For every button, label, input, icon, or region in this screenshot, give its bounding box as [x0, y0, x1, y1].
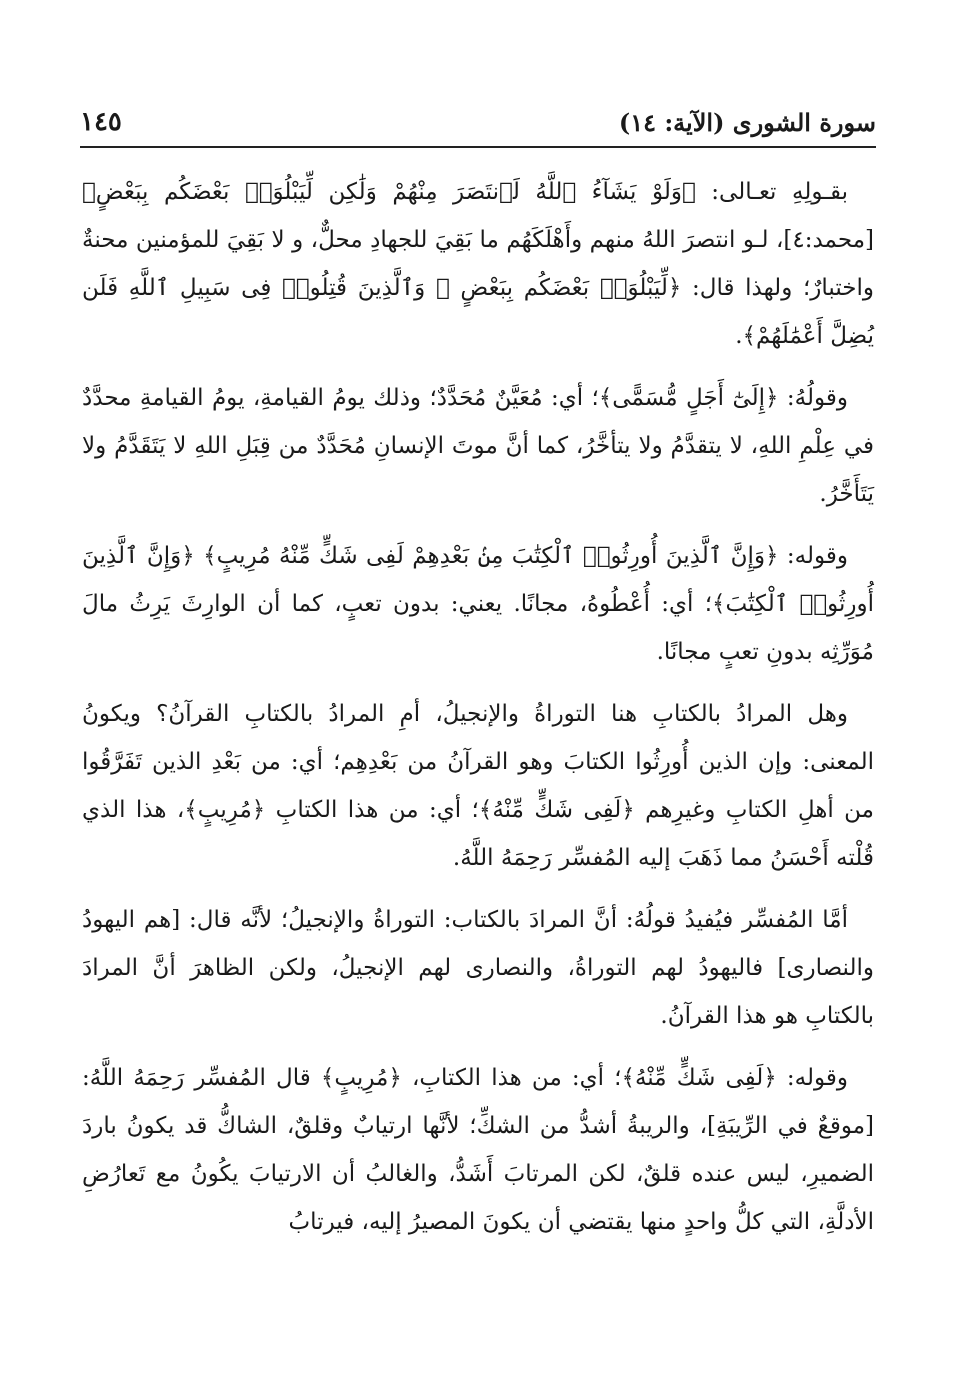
paragraph: أمَّا المُفسِّر فيُفيدُ قولُهُ: أنَّ المرادَ بالكتاب: التوراةُ والإنجيلُ؛ لأنَّه قال: [هم اليهودُ والنصارى] فاليهودُ لهم التوراةُ، والنصارى لهم الإنجيلُ، ولكن الظاهرَ أنَّ المرادَ بالكتابِ هو هذا القرآنُ. [82, 907, 874, 1029]
page-body [82, 168, 874, 1332]
paragraph: وقولُهُ: ﴿إِلَىٰٓ أَجَلٍ مُّسَمًّى﴾؛ أي: مُعَيَّنٌ مُحَدَّدٌ؛ وذلك يومُ القيامةِ، يومُ القيامةِ محدَّدٌ في عِلْمِ اللهِ، لا يتقدَّمُ ولا يتأخَّرُ، كما أنَّ موتَ الإنسانِ مُحَدَّدٌ من قِبَلِ اللهِ لا يَتَقَدَّمُ ولا يَتَأَخَّرُ. [82, 385, 874, 507]
header-rule [80, 146, 876, 148]
paragraph: بقـولِهِ تعـالى: ﴿وَلَوْ يَشَآءُ ٱللَّهُ لَٱنتَصَرَ مِنْهُمْ وَلَٰكِن لِّيَبْلُوَا۟ بَعْضَكُم بِبَعْضٍ﴾ [محمد:٤]، لـو انتصرَ اللهُ منهم وأَهْلَكَهُم ما بَقِيَ للجهادِ محلٌّ، و لا بَقِيَ للمؤمنين محنةٌ واختبارٌ؛ ولهذا قال: ﴿لِّيَبْلُوَا۟ بَعْضَكُم بِبَعْضٍ ۗ وَٱلَّذِينَ قُتِلُوا۟ فِى سَبِيلِ ٱللَّهِ فَلَن يُضِلَّ أَعْمَٰلَهُمْ﴾. [82, 179, 874, 349]
page-header [80, 100, 876, 144]
paragraph: وهل المرادُ بالكتابِ هنا التوراةُ والإنجيلُ، أمِ المرادُ بالكتابِ القرآنُ؟ ويكونُ المعنى: وإن الذين أُورِثُوا الكتابَ وهو القرآنُ من بَعْدِهِم؛ أي: من بَعْدِ الذين تَفَرَّقُوا من أهلِ الكتابِ وغيرِهم ﴿لَفِى شَكٍّ مِّنْهُ﴾؛ أي: من هذا الكتابِ ﴿مُرِيبٍ﴾، هذا الذي قُلْته أَحْسَنُ مما ذَهَبَ إليه المُفسِّر رَحِمَهُ اللَّهُ. [82, 701, 874, 871]
page-number: ١٤٥ [80, 107, 122, 137]
paragraph: وقوله: ﴿لَفِى شَكٍّ مِّنْهُ﴾؛ أي: من هذا الكتابِ، ﴿مُرِيبٍ﴾ قال المُفسِّر رَحِمَهُ اللَّهُ: [موقعٌ في الرِّيبَةِ]، والريبةُ أشدُّ من الشكِّ؛ لأنَّها ارتيابٌ وقلقٌ، الشاكُّ قد يكونُ باردَ الضميرِ، ليس عنده قلقٌ، لكن المرتابَ أَشَدُّ، والغالبُ أن الارتيابَ يكُونُ مع تَعارُضِ الأدلَّةِ، التي كلُّ واحدٍ منها يقتضي أن يكونَ المصيرُ إليه، فيرتابُ [82, 1065, 874, 1235]
paragraph: وقوله: ﴿وَإِنَّ ٱلَّذِينَ أُورِثُوا۟ ٱلْكِتَٰبَ مِنۢ بَعْدِهِمْ لَفِى شَكٍّ مِّنْهُ مُرِيبٍ﴾ ﴿وَإِنَّ ٱلَّذِينَ أُورِثُوا۟ ٱلْكِتَٰبَ﴾؛ أي: أُعْطُوهُ، مجانًا. يعني: بدون تعبٍ، كما أن الوارِثَ يَرِثُ مالَ مُوَرِّثِه بدونِ تعبٍ مجانًا. [82, 543, 874, 665]
surah-title: سورة الشورى (الآية: ١٤) [618, 107, 876, 137]
